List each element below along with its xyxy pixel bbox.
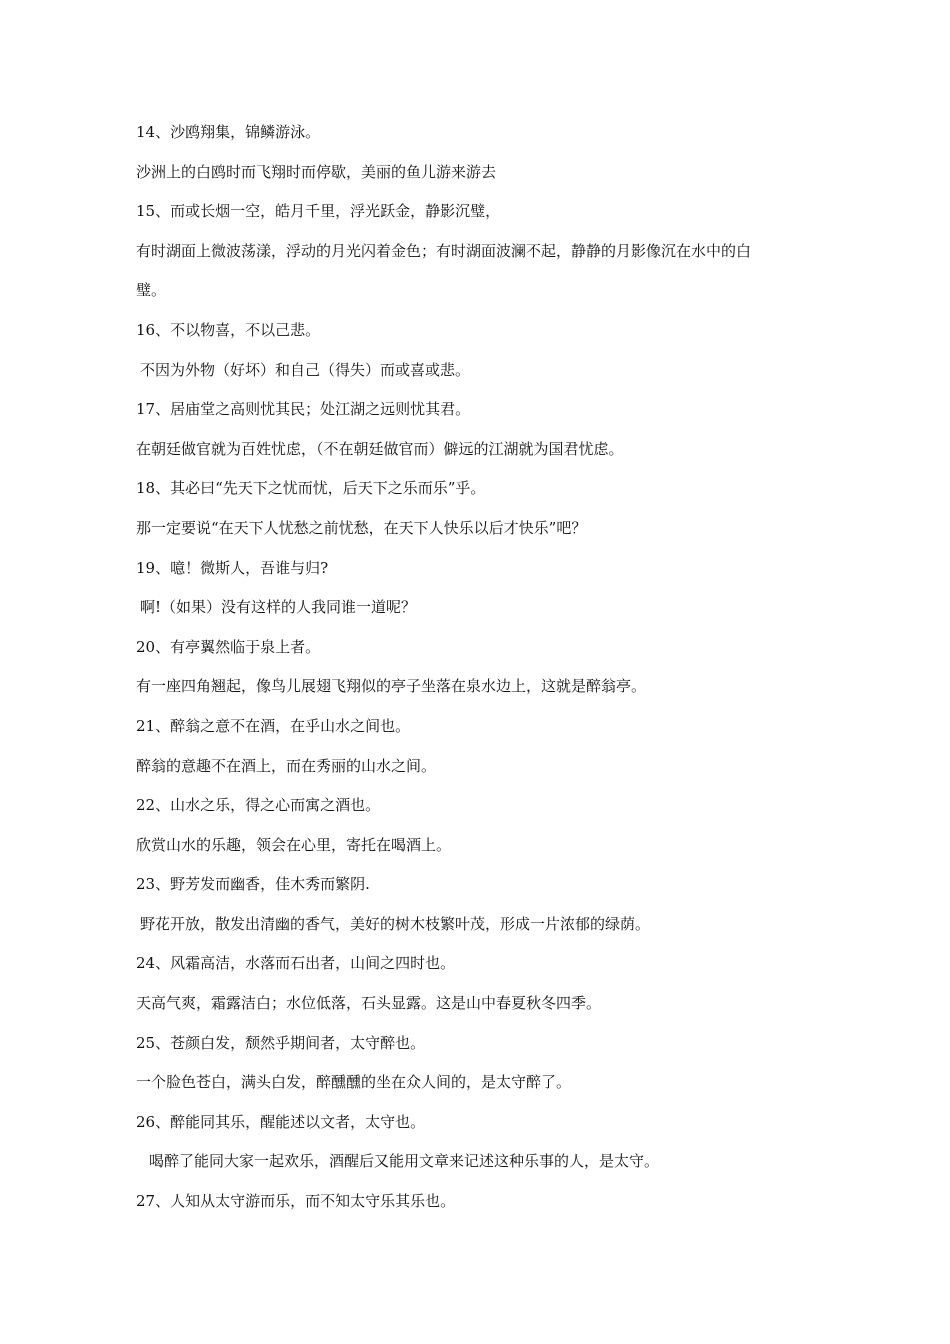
- source-line-27: 27、人知从太守游而乐，而不知太守乐其乐也。: [136, 1192, 456, 1211]
- source-line-22: 22、山水之乐，得之心而寓之酒也。: [136, 796, 381, 815]
- source-line-25: 25、苍颜白发，颓然乎期间者，太守醉也。: [136, 1033, 426, 1052]
- translation-line-23: 野花开放，散发出清幽的香气，美好的树木枝繁叶茂，形成一片浓郁的绿荫。: [140, 914, 651, 933]
- source-line-15: 15、而或长烟一空，皓月千里，浮光跃金，静影沉璧，: [136, 202, 501, 221]
- translation-line-24: 天高气爽，霜露洁白；水位低落，石头显露。这是山中春夏秋冬四季。: [136, 994, 602, 1013]
- source-line-14: 14、沙鸥翔集，锦鳞游泳。: [136, 123, 321, 141]
- translation-line-16: 不因为外物（好坏）和自己（得失）而或喜或悲。: [140, 360, 471, 379]
- document-body: [136, 113, 826, 1222]
- translation-line-25: 一个脸色苍白，满头白发，醉醺醺的坐在众人间的，是太守醉了。: [136, 1073, 572, 1092]
- translation-line-20: 有一座四角翘起，像鸟儿展翅飞翔似的亭子坐落在泉水边上，这就是醉翁亭。: [136, 677, 647, 696]
- translation-line-17: 在朝廷做官就为百姓忧虑，（不在朝廷做官而）僻远的江湖就为国君忧虑。: [136, 439, 624, 458]
- translation-line-15: 有时湖面上微波荡漾，浮动的月光闪着金色；有时湖面波澜不起，静静的月影像沉在水中的白: [136, 241, 752, 260]
- source-line-18: 18、其必曰“先天下之忧而忧，后天下之乐而乐”乎。: [136, 479, 486, 498]
- source-line-17: 17、居庙堂之高则忧其民；处江湖之远则忧其君。: [136, 400, 471, 419]
- source-line-19: 19、噫！微斯人，吾谁与归?: [136, 558, 329, 577]
- source-line-23: 23、野芳发而幽香，佳木秀而繁阴.: [136, 875, 370, 894]
- source-line-24: 24、风霜高洁，水落而石出者，山间之四时也。: [136, 954, 456, 973]
- source-line-20: 20、有亭翼然临于泉上者。: [136, 637, 321, 656]
- source-line-21: 21、醉翁之意不在酒，在乎山水之间也。: [136, 716, 411, 735]
- translation-line-19: 啊!（如果）没有这样的人我同谁一道呢？: [140, 598, 417, 617]
- translation-line-26: 喝醉了能同大家一起欢乐，酒醒后又能用文章来记述这种乐事的人，是太守。: [149, 1152, 660, 1171]
- translation-line-21: 醉翁的意趣不在酒上，而在秀丽的山水之间。: [136, 756, 437, 775]
- source-line-26: 26、醉能同其乐，醒能述以文者，太守也。: [136, 1112, 426, 1131]
- translation-line-14: 沙洲上的白鸥时而飞翔时而停歇，美丽的鱼儿游来游去: [136, 162, 497, 181]
- translation-line-15-continued: 璧。: [136, 281, 167, 300]
- source-line-16: 16、不以物喜，不以己悲。: [136, 320, 321, 339]
- translation-line-18: 那一定要说“在天下人忧愁之前忧愁，在天下人快乐以后才快乐”吧？: [136, 518, 587, 537]
- translation-line-22: 欣赏山水的乐趣，领会在心里，寄托在喝酒上。: [136, 835, 452, 854]
